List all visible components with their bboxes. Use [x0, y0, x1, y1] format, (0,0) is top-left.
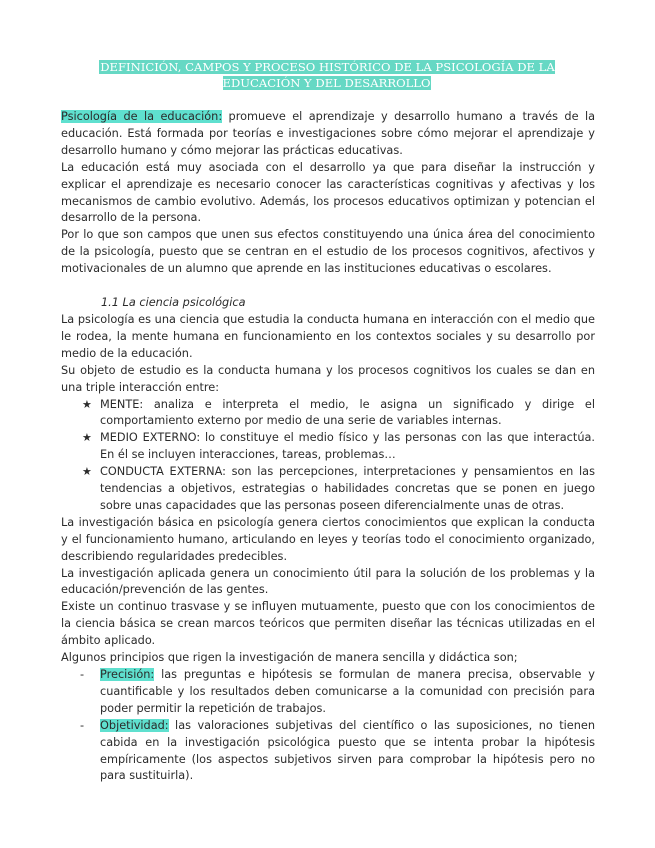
list-item-text: las valoraciones subjetivas del científico o las suposiciones, no tienen cabida en la investigación psicológica puesto que se intenta probar la hipótesis empíricamente (los aspectos subjetivos sirven para comprobar la hipótesis pero no para sustituirla). [100, 718, 595, 783]
list-item [80, 667, 595, 718]
intro-paragraph-1-text: promueve el aprendizaje y desarrollo humano a través de la educación. Está formada por teorías e investigaciones sobre cómo mejorar el aprendizaje y desarrollo humano y cómo mejorar las prácticas educativas. [61, 110, 596, 157]
star-bullet-icon: ★ [82, 397, 92, 411]
document-title [62, 59, 592, 91]
star-bullet-icon: ★ [82, 431, 92, 445]
section-paragraph-1: La psicología es una ciencia que estudia la conducta humana en interacción con el medio que le rodea, la mente humana en funcionamiento en los contextos sociales y su desarrollo por medio de la educación. [61, 312, 595, 360]
intro-paragraph-3: Por lo que son campos que unen sus efectos constituyendo una única área del conocimiento de la psicología, puesto que se centran en el estudio de los procesos cognitivos, afectivos y motivacionales de un alumno que aprende en las instituciones educativas o escolares. [61, 228, 595, 276]
list-item [80, 718, 595, 786]
list-item-text: las preguntas e hipótesis se formulan de manera precisa, observable y cuantificable y los resultados deben comunicarse a la comunidad con precisión para poder permitir la repetición de trabajos. [100, 668, 595, 715]
intro-paragraph-1 [61, 109, 595, 160]
section-paragraph-4: La investigación aplicada genera un conocimiento útil para la solución de los problemas y la educación/prevención de las gentes. [61, 566, 595, 597]
star-bullet-icon: ★ [82, 465, 92, 479]
star-bullet-list [61, 397, 595, 515]
dash-bullet-list [61, 667, 595, 785]
term-highlight: Precisión: [100, 668, 155, 681]
section-paragraph-3: La investigación básica en psicología genera ciertos conocimientos que explican la conducta y el funcionamiento humano, articulando en leyes y teorías todo el conocimiento organizado, describiendo regularidades predecibles. [61, 515, 595, 563]
list-item [82, 397, 595, 431]
intro-paragraph-2: La educación está muy asociada con el desarrollo ya que para diseñar la instrucción y explicar el aprendizaje es necesario conocer las características cognitivas y afectivas y los mecanismos de cambio evolutivo. Además, los procesos educativos optimizan y potencian el desarrollo de la persona. [61, 160, 595, 225]
list-item-text: MEDIO EXTERNO: lo constituye el medio físico y las personas con las que interactúa. En él se incluyen interacciones, tareas, problemas… [100, 431, 595, 462]
list-item-text: CONDUCTA EXTERNA: son las percepciones, interpretaciones y pensamientos en las tendencias a objetivos, estrategias o habilidades concretas que se ponen en juego sobre unas capacidades que las personas poseen diferencialmente unas de otras. [100, 465, 595, 512]
list-item [82, 464, 595, 515]
dash-bullet-icon: - [80, 718, 85, 732]
dash-bullet-icon: - [80, 668, 85, 681]
title-highlight: DEFINICIÓN, CAMPOS Y PROCESO HISTÓRICO DE LA PSICOLOGÍA DE LA EDUCACIÓN Y DEL DESARROLLO [100, 60, 555, 90]
list-item [82, 430, 595, 464]
section-paragraph-2: Su objeto de estudio es la conducta humana y los procesos cognitivos los cuales se dan en una triple interacción entre: [61, 363, 595, 394]
document-body [61, 109, 595, 785]
section-paragraph-5: Existe un continuo trasvase y se influyen mutuamente, puesto que con los conocimientos de la ciencia básica se crean marcos teóricos que permiten diseñar las técnicas utilizadas en el ámbito aplicado. [61, 600, 595, 648]
list-item-text: MENTE: analiza e interpreta el medio, le asigna un significado y dirige el comportamiento externo por medio de una serie de variables internas. [100, 397, 595, 428]
section-paragraph-6: Algunos principios que rigen la investigación de manera sencilla y didáctica son; [61, 651, 518, 665]
section-subheading: 1.1 La ciencia psicológica [101, 296, 246, 310]
term-highlight: Psicología de la educación: [61, 110, 223, 123]
term-highlight: Objetividad: [100, 718, 169, 732]
